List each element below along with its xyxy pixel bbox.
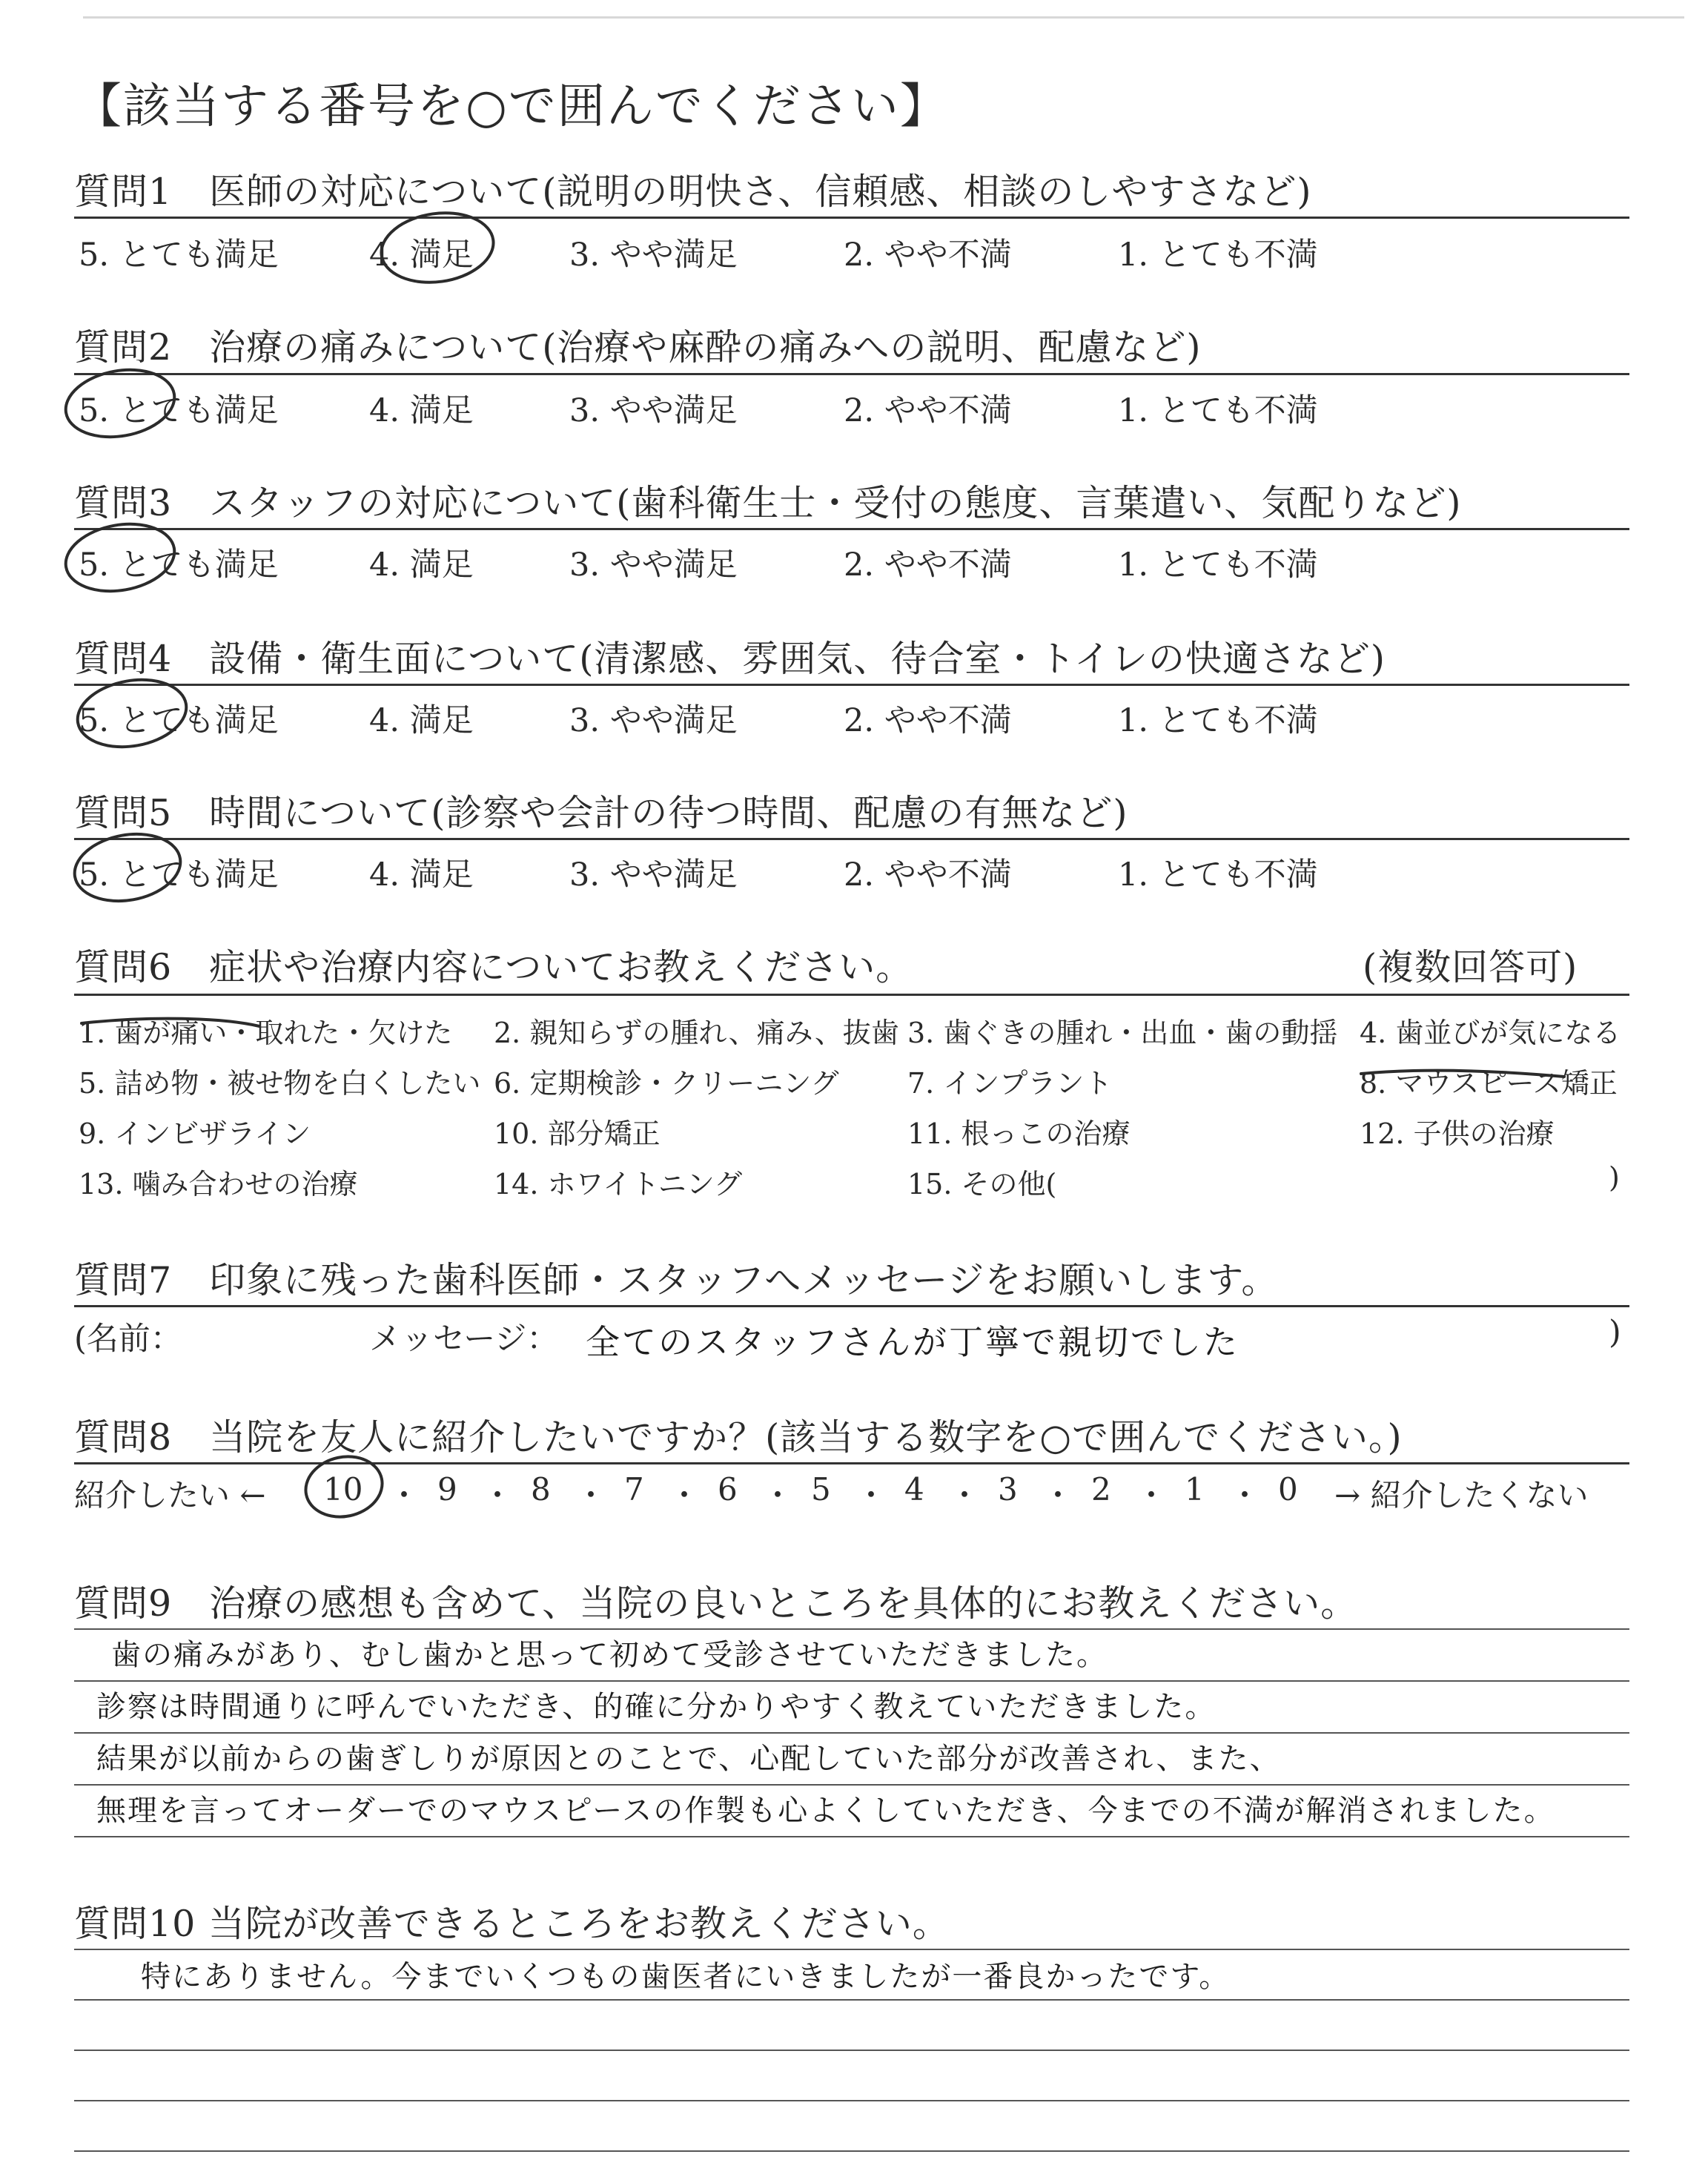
q8-scale-2[interactable]: 2: [1091, 1471, 1111, 1507]
q3-option-2[interactable]: 2. やや不満: [844, 546, 1012, 584]
q1-option-1[interactable]: 1. とても不満: [1118, 237, 1318, 274]
q6-item-2[interactable]: 2. 親知らずの腫れ、痛み、抜歯: [494, 1017, 899, 1049]
q8-scale-sep: ・: [949, 1477, 981, 1513]
q6-item-7[interactable]: 7. インプラント: [907, 1067, 1113, 1100]
q4-option-2[interactable]: 2. やや不満: [844, 702, 1012, 739]
q8-scale-sep: ・: [388, 1477, 420, 1513]
q6-item-8-mark: [1361, 1071, 1564, 1077]
q2-option-5[interactable]: 5. とても満足: [79, 392, 279, 429]
q9-answer-line-4[interactable]: 無理を言ってオーダーでのマウスピースの作製も心よくしていただき、今までの不満が解消されました。: [96, 1794, 1555, 1828]
q3-heading: 質問3 スタッフの対応について(歯科衛生士・受付の態度、言葉遣い、気配りなど): [74, 482, 1462, 524]
q3-option-4[interactable]: 4. 満足: [369, 546, 474, 584]
q7-message-text[interactable]: 全てのスタッフさんが丁寧で親切でした: [586, 1322, 1239, 1362]
q7-name-label: (名前：: [74, 1321, 182, 1358]
q6-item-1-mark: [82, 1019, 259, 1026]
q6-item-3[interactable]: 3. 歯ぐきの腫れ・出血・歯の動揺: [907, 1017, 1338, 1049]
q9-answer-line-2[interactable]: 診察は時間通りに呼んでいただき、的確に分かりやすく教えていただきました。: [96, 1690, 1217, 1724]
q6-item-15-close: ): [1609, 1161, 1620, 1194]
q9-answer-line-1[interactable]: 歯の痛みがあり、むし歯かと思って初めて受診させていただきました。: [111, 1638, 1108, 1672]
q5-selection-circle: [69, 826, 185, 909]
q8-scale-0[interactable]: 0: [1278, 1471, 1298, 1507]
q9-heading: 質問9 治療の感想も含めて、当院の良いところを具体的にお教えください。: [74, 1582, 1358, 1625]
q8-scale-sep: ・: [762, 1477, 794, 1513]
q6-item-9[interactable]: 9. インビザライン: [79, 1117, 311, 1150]
q6-item-10[interactable]: 10. 部分矯正: [494, 1117, 661, 1150]
q2-selection-circle: [60, 362, 179, 445]
q1-selection-circle: [377, 206, 497, 289]
q2-option-3[interactable]: 3. やや満足: [569, 392, 738, 429]
q8-scale-sep: ・: [855, 1477, 887, 1513]
q5-option-5[interactable]: 5. とても満足: [79, 856, 279, 894]
q5-option-1[interactable]: 1. とても不満: [1118, 856, 1318, 894]
q4-option-4[interactable]: 4. 満足: [369, 702, 474, 739]
q8-right-label: → 紹介したくない: [1334, 1477, 1589, 1513]
q8-scale-sep: ・: [1136, 1477, 1168, 1513]
q10-heading: 質問10 当院が改善できるところをお教えください。: [74, 1903, 950, 1945]
q8-scale-sep: ・: [1229, 1477, 1261, 1513]
q8-scale-sep: ・: [1042, 1477, 1074, 1513]
q6-item-12[interactable]: 12. 子供の治療: [1360, 1117, 1555, 1150]
q4-option-5[interactable]: 5. とても満足: [79, 702, 279, 739]
q4-selection-circle: [72, 672, 191, 755]
q8-scale-10[interactable]: 10: [323, 1471, 363, 1507]
q8-left-label: 紹介したい ←: [74, 1477, 266, 1513]
q2-heading: 質問2 治療の痛みについて(治療や麻酔の痛みへの説明、配慮など): [74, 326, 1202, 369]
q1-option-4[interactable]: 4. 満足: [369, 237, 474, 274]
q1-option-2[interactable]: 2. やや不満: [844, 237, 1012, 274]
q1-option-5[interactable]: 5. とても満足: [79, 237, 279, 274]
q3-option-5[interactable]: 5. とても満足: [79, 546, 279, 584]
q4-heading: 質問4 設備・衛生面について(清潔感、雰囲気、待合室・トイレの快適さなど): [74, 638, 1386, 680]
q6-item-1[interactable]: 1. 歯が痛い・取れた・欠けた: [79, 1017, 453, 1049]
q1-option-3[interactable]: 3. やや満足: [569, 237, 738, 274]
q6-note: (複数回答可): [1363, 946, 1578, 988]
q8-scale-sep: ・: [669, 1477, 701, 1513]
q9-answer-line-3[interactable]: 結果が以前からの歯ぎしりが原因とのことで、心配していた部分が改善され、また、: [96, 1742, 1281, 1776]
q8-scale-sep: ・: [575, 1477, 607, 1513]
q2-option-4[interactable]: 4. 満足: [369, 392, 474, 429]
q8-scale-8[interactable]: 8: [531, 1471, 551, 1507]
q8-heading: 質問8 当院を友人に紹介したいですか？(該当する数字を○で囲んでください。): [74, 1416, 1403, 1459]
q8-selection-circle: [300, 1450, 388, 1524]
q5-option-2[interactable]: 2. やや不満: [844, 856, 1012, 894]
q5-option-4[interactable]: 4. 満足: [369, 856, 474, 894]
q2-option-2[interactable]: 2. やや不満: [844, 392, 1012, 429]
q3-selection-circle: [60, 516, 179, 599]
q10-answer-line-1[interactable]: 特にありません。今までいくつもの歯医者にいきましたが一番良かったです。: [141, 1960, 1231, 1994]
q8-scale-6[interactable]: 6: [718, 1471, 738, 1507]
q5-option-3[interactable]: 3. やや満足: [569, 856, 738, 894]
q6-item-11[interactable]: 11. 根っこの治療: [907, 1117, 1131, 1150]
q6-heading: 質問6 症状や治療内容についてお教えください。: [74, 946, 913, 988]
form-title: 【該当する番号を○で囲んでください】: [74, 79, 949, 134]
q1-heading: 質問1 医師の対応について(説明の明快さ、信頼感、相談のしやすさなど): [74, 171, 1312, 213]
q3-option-3[interactable]: 3. やや満足: [569, 546, 738, 584]
q4-option-1[interactable]: 1. とても不満: [1118, 702, 1318, 739]
q7-close: ): [1609, 1314, 1621, 1351]
q6-item-15[interactable]: 15. その他(: [907, 1168, 1057, 1200]
q5-heading: 質問5 時間について(診察や会計の待つ時間、配慮の有無など): [74, 792, 1128, 834]
q6-item-13[interactable]: 13. 噛み合わせの治療: [79, 1168, 358, 1200]
q6-item-8[interactable]: 8. マウスピース矯正: [1360, 1067, 1618, 1100]
q6-item-5[interactable]: 5. 詰め物・被せ物を白くしたい: [79, 1067, 481, 1100]
q8-scale-3[interactable]: 3: [998, 1471, 1018, 1507]
q2-option-1[interactable]: 1. とても不満: [1118, 392, 1318, 429]
q7-heading: 質問7 印象に残った歯科医師・スタッフへメッセージをお願いします。: [74, 1259, 1279, 1301]
q8-scale-1[interactable]: 1: [1185, 1471, 1205, 1507]
q8-scale-9[interactable]: 9: [437, 1471, 457, 1507]
q7-message-label: メッセージ：: [369, 1321, 559, 1358]
q8-scale-7[interactable]: 7: [624, 1471, 644, 1507]
q4-option-3[interactable]: 3. やや満足: [569, 702, 738, 739]
q8-scale-5[interactable]: 5: [811, 1471, 831, 1507]
q6-item-4[interactable]: 4. 歯並びが気になる: [1360, 1017, 1621, 1049]
q3-option-1[interactable]: 1. とても不満: [1118, 546, 1318, 584]
q8-scale-sep: ・: [482, 1477, 514, 1513]
q8-scale-4[interactable]: 4: [904, 1471, 924, 1507]
q6-item-14[interactable]: 14. ホワイトニング: [494, 1168, 743, 1200]
q6-item-6[interactable]: 6. 定期検診・クリーニング: [494, 1067, 839, 1100]
